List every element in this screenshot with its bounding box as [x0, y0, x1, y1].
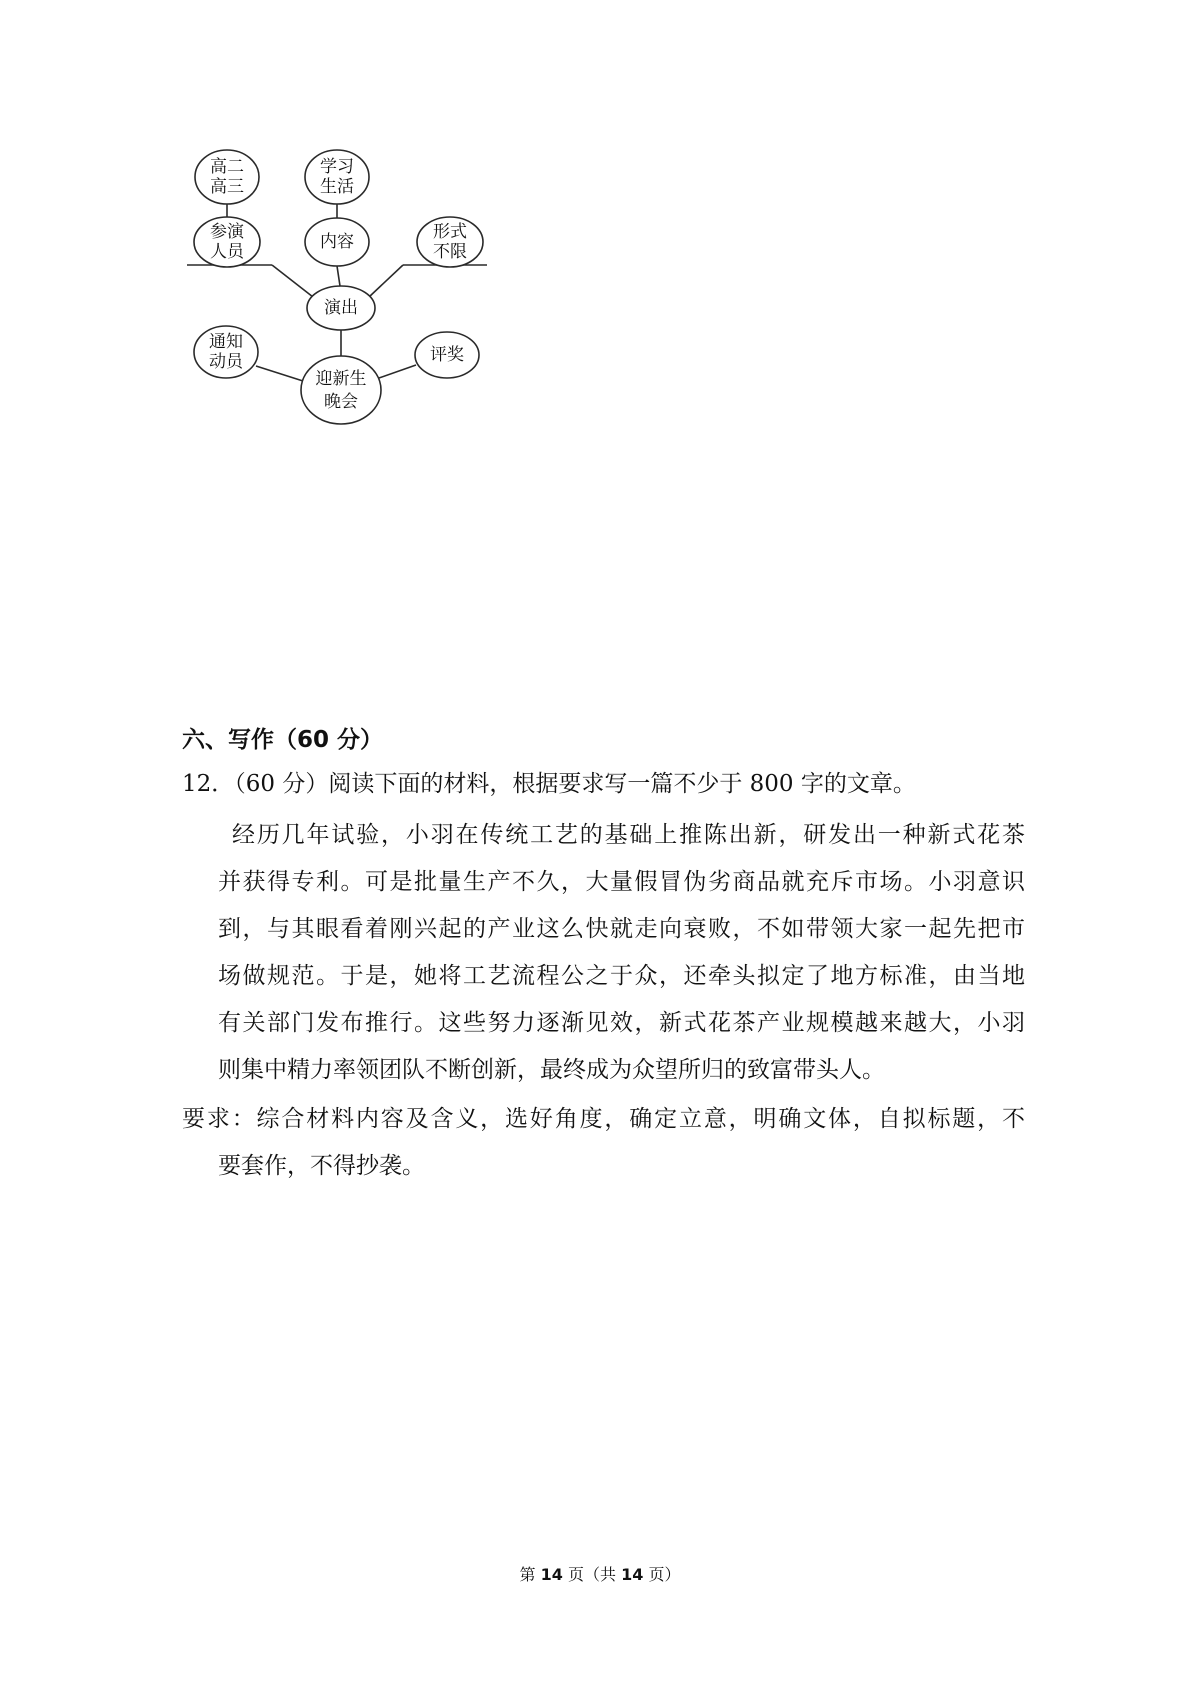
material-line: 场做规范。于是，她将工艺流程公之于众，还牵头拟定了地方标准，由当地 [218, 963, 1025, 989]
node-label: 通知 [209, 332, 243, 352]
node-study-life [305, 150, 369, 204]
requirement-line: 要求：综合材料内容及含义，选好角度，确定立意，明确文体，自拟标题，不 [182, 1106, 1025, 1132]
page-suffix: 页） [643, 1565, 681, 1584]
connector-line [337, 266, 340, 286]
node-label: 内容 [320, 232, 354, 252]
node-label: 人员 [210, 242, 244, 262]
material-line: 到，与其眼看着刚兴起的产业这么快就走向衰败，不如带领大家一起先把市 [218, 916, 1025, 942]
node-label: 高三 [210, 177, 244, 197]
node-label: 晚会 [324, 392, 358, 412]
material-line: 则集中精力率领团队不断创新，最终成为众望所归的致富带头人。 [218, 1057, 885, 1083]
material-line: 并获得专利。可是批量生产不久，大量假冒伪劣商品就充斥市场。小羽意识 [218, 869, 1025, 895]
section-heading: 六、写作（60 分） [182, 727, 384, 753]
node-label: 迎新生 [315, 369, 367, 389]
question-stem: 12．（60 分）阅读下面的材料，根据要求写一篇不少于 800 字的文章。 [182, 771, 916, 797]
connector-line [272, 265, 313, 297]
node-notice [194, 326, 258, 378]
node-label: 演出 [324, 298, 358, 318]
node-label: 高二 [210, 157, 244, 177]
node-performance [307, 286, 375, 330]
connector-line [379, 365, 416, 378]
performance-mind-map [180, 145, 500, 435]
node-label: 评奖 [430, 345, 464, 365]
page-total: 14 [621, 1565, 644, 1584]
node-label: 学习 [320, 157, 354, 177]
page-prefix: 第 [519, 1565, 541, 1584]
node-label: 参演 [210, 222, 244, 242]
node-participants [194, 217, 260, 267]
page-number: 14 [540, 1565, 563, 1584]
node-label: 不限 [433, 242, 467, 262]
node-label: 形式 [433, 222, 467, 242]
requirement-line: 要套作，不得抄袭。 [218, 1153, 425, 1179]
material-line: 经历几年试验，小羽在传统工艺的基础上推陈出新，研发出一种新式花茶 [232, 822, 1025, 848]
node-grades [195, 150, 259, 204]
connector-line [369, 265, 403, 297]
node-welcome-party [301, 356, 381, 424]
page-mid: 页（共 [562, 1565, 622, 1584]
page-footer [0, 1562, 1200, 1588]
node-label: 生活 [320, 177, 354, 197]
connector-line [256, 366, 303, 381]
node-format [417, 217, 483, 267]
material-line: 有关部门发布推行。这些努力逐渐见效，新式花茶产业规模越来越大，小羽 [218, 1010, 1025, 1036]
node-content [305, 218, 369, 266]
node-awards [415, 332, 479, 378]
node-label: 动员 [209, 352, 243, 372]
